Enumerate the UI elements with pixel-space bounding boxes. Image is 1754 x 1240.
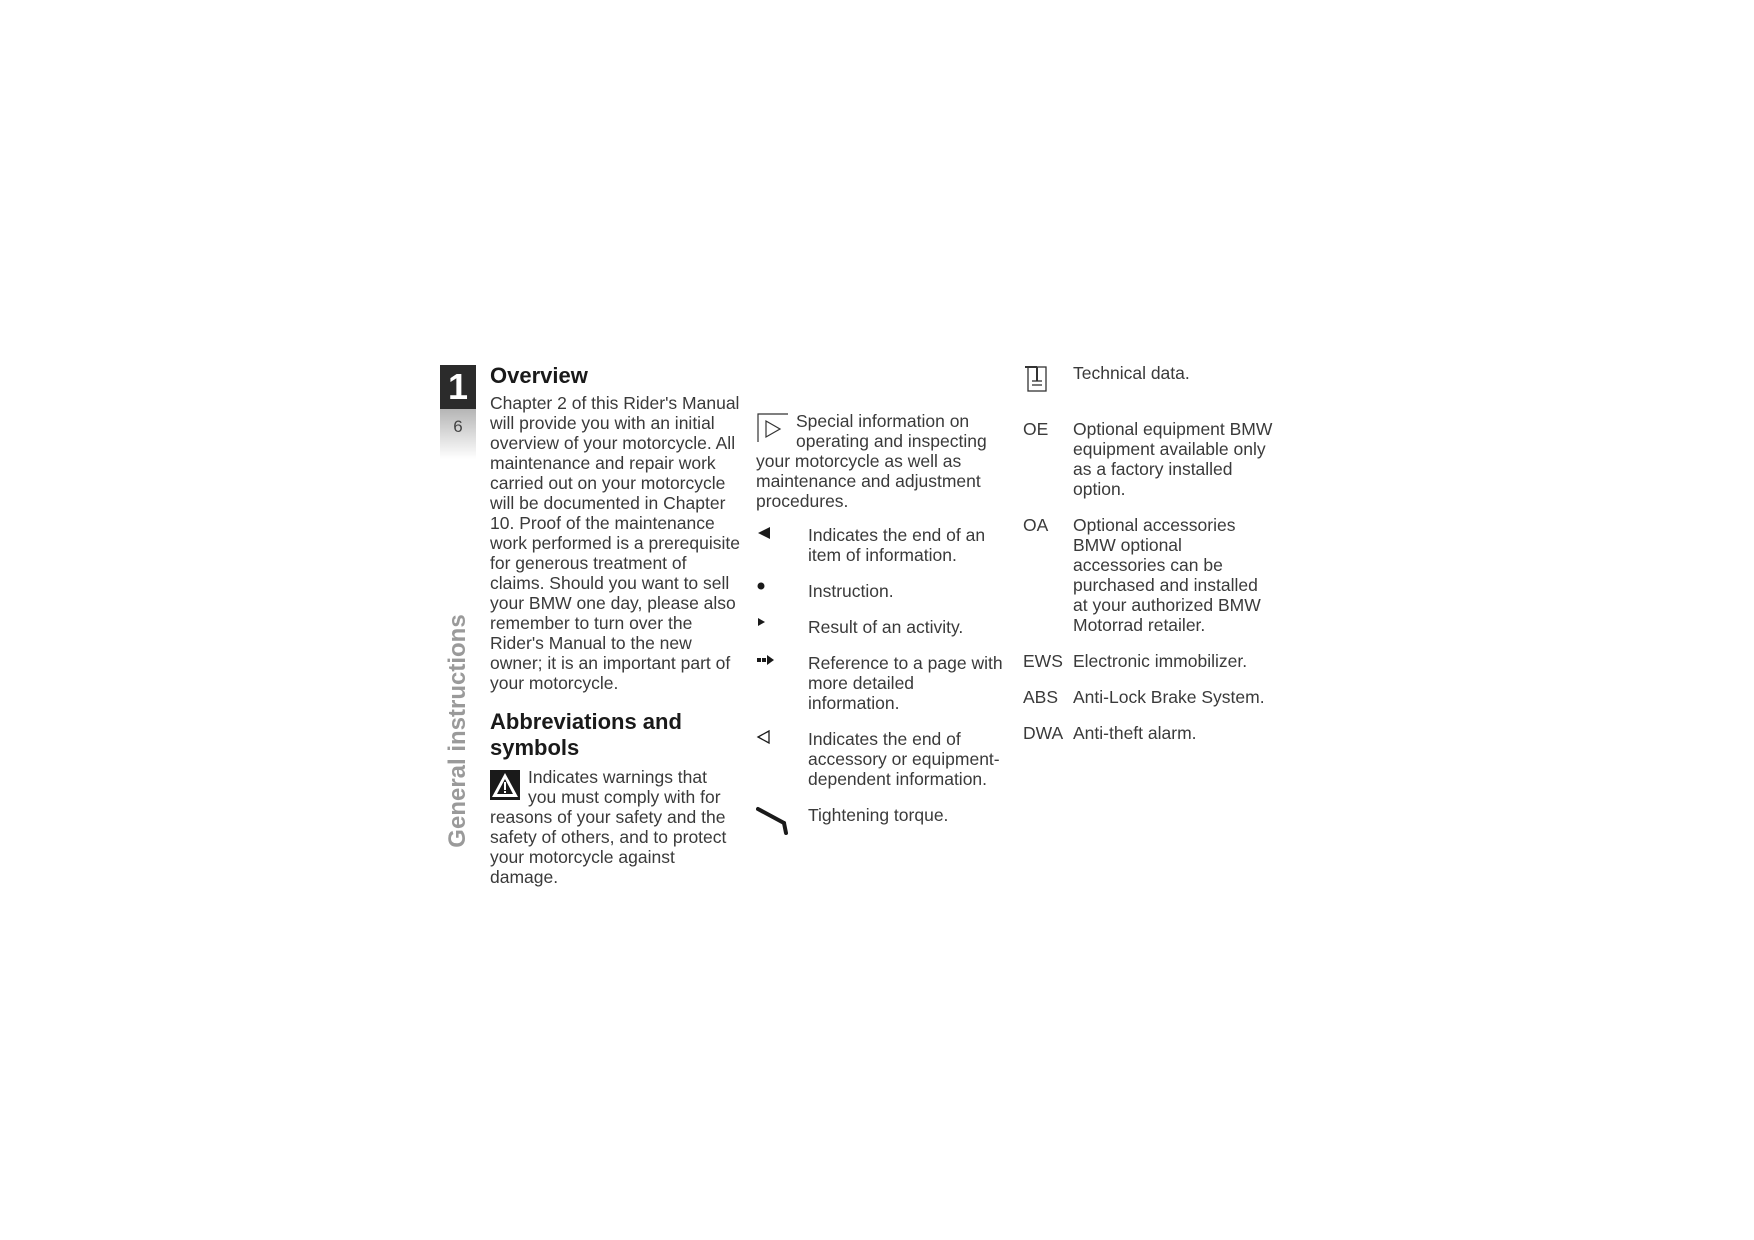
chapter-number: 1 — [440, 365, 476, 409]
result-icon — [756, 617, 808, 637]
symbol-text: Reference to a page with more detailed information. — [808, 653, 1003, 713]
symbol-row — [756, 525, 1006, 565]
abbreviation-row — [1023, 651, 1273, 671]
abbreviation-key: EWS — [1023, 651, 1063, 671]
technical-data-row — [1023, 363, 1273, 399]
warning-text: Indicates warnings that you must comply with for reasons of your safety and the safety of others, and to protect your motorcycle against damage. — [490, 767, 727, 887]
symbol-text: Indicates the end of accessory or equipment-dependent information. — [808, 729, 1000, 789]
special-info-icon — [756, 412, 790, 444]
symbol-row — [756, 581, 1006, 601]
symbol-text: Tightening torque. — [808, 805, 949, 825]
overview-heading: Overview — [490, 363, 588, 388]
abbreviation-text: Optional accessories BMW optional accessories can be purchased and installed at your authorized BMW Motorrad retailer. — [1073, 515, 1261, 635]
technical-data-icon — [1023, 363, 1073, 399]
column-3 — [1023, 363, 1273, 743]
section-label: General instructions — [444, 614, 471, 848]
warning-icon — [490, 770, 520, 800]
special-info-text: Special information on operating and inspecting your motorcycle as well as maintenance and adjustment procedures. — [756, 411, 987, 511]
abbreviations-heading: Abbreviations and symbols — [490, 709, 682, 760]
special-info-paragraph — [756, 411, 1006, 511]
symbol-row — [756, 729, 1006, 789]
warning-paragraph — [490, 767, 740, 887]
overview-body: Chapter 2 of this Rider's Manual will provide you with an initial overview of your motorcycle. All maintenance and repair work carried out on your motorcycle will be documented in Chapter 10. Proof of the maintenance work performed is a prerequisite for generous treatment of claims. Should you want to sell your BMW one day, please also remember to turn over the Rider's Manual to the new owner; it is an important part of your motorcycle. — [490, 393, 740, 693]
symbol-row — [756, 617, 1006, 637]
abbreviation-text: Anti-Lock Brake System. — [1073, 687, 1265, 707]
abbreviation-row — [1023, 723, 1273, 743]
abbreviation-key: OE — [1023, 419, 1049, 439]
abbreviation-text: Anti-theft alarm. — [1073, 723, 1197, 743]
abbreviation-row — [1023, 515, 1273, 635]
chapter-tab — [440, 365, 476, 459]
column-1 — [490, 363, 740, 887]
abbreviation-text: Optional equipment BMW equipment available only as a factory installed option. — [1073, 419, 1273, 499]
symbol-row — [756, 653, 1006, 713]
technical-data-text: Technical data. — [1073, 363, 1190, 383]
symbol-text: Result of an activity. — [808, 617, 964, 637]
abbreviation-key: DWA — [1023, 723, 1064, 743]
torque-wrench-icon — [756, 805, 808, 835]
symbol-text: Indicates the end of an item of information. — [808, 525, 986, 565]
abbreviation-row — [1023, 419, 1273, 499]
column-2 — [756, 363, 1006, 835]
abbreviation-key: ABS — [1023, 687, 1059, 707]
symbol-row — [756, 805, 1006, 835]
page-reference-icon — [756, 653, 808, 673]
end-of-accessory-icon — [756, 729, 808, 749]
end-of-item-icon — [756, 525, 808, 545]
symbol-text: Instruction. — [808, 581, 894, 601]
abbreviation-key: OA — [1023, 515, 1049, 535]
abbreviation-text: Electronic immobilizer. — [1073, 651, 1248, 671]
page-number: 6 — [440, 409, 476, 459]
abbreviation-row — [1023, 687, 1273, 707]
instruction-icon — [756, 581, 808, 601]
